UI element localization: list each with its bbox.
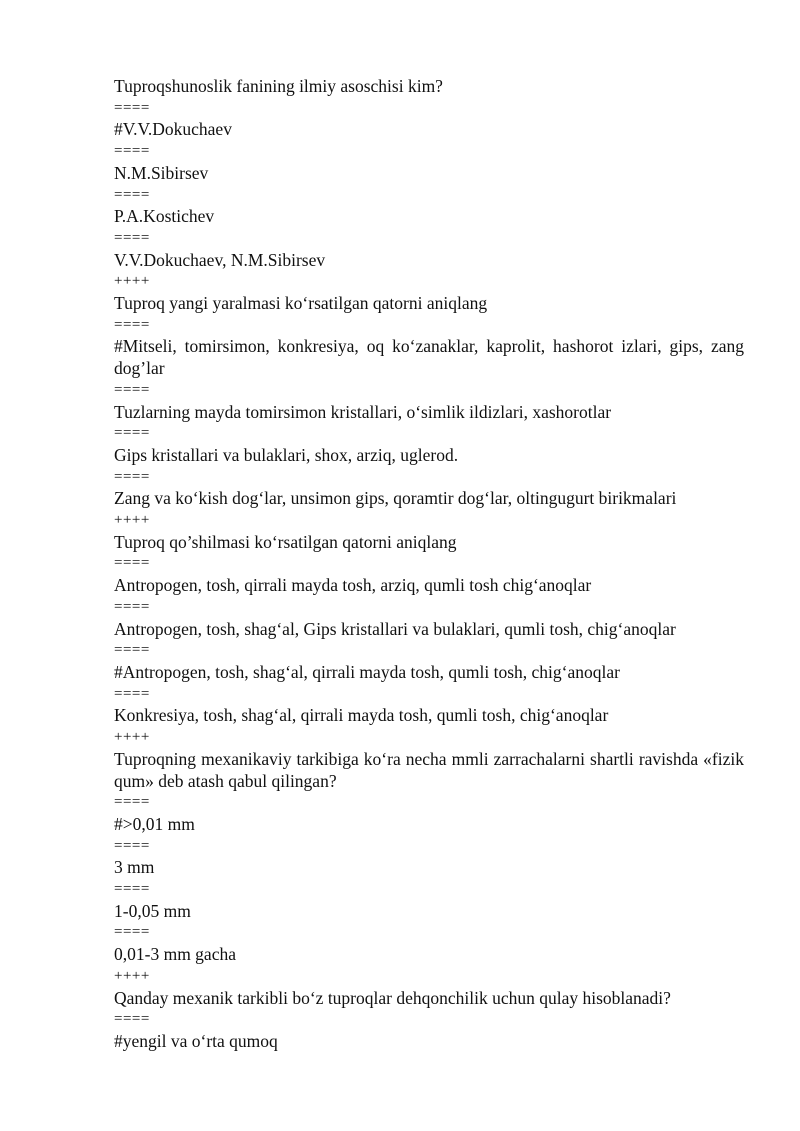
question-separator: ++++ bbox=[114, 273, 150, 290]
answer-option: #V.V.Dokuchaev bbox=[114, 119, 232, 140]
separator: ==== bbox=[114, 1011, 150, 1028]
answer-option: #>0,01 mm bbox=[114, 813, 195, 834]
separator: ==== bbox=[114, 555, 150, 572]
question-separator: ++++ bbox=[114, 967, 150, 984]
separator: ==== bbox=[114, 143, 150, 160]
answer-option: Antropogen, tosh, shag‘al, Gips kristallari va bulaklari, qumli tosh, chig‘anoqlar bbox=[114, 618, 676, 639]
answer-option: #yengil va o‘rta qumoq bbox=[114, 1030, 278, 1051]
separator: ==== bbox=[114, 425, 150, 442]
answer-option: N.M.Sibirsev bbox=[114, 162, 209, 183]
question-text: Tuproq yangi yaralmasi ko‘rsatilgan qatorni aniqlang bbox=[114, 293, 488, 314]
separator: ==== bbox=[114, 381, 150, 398]
answer-option: Gips kristallari va bulaklari, shox, arziq, uglerod. bbox=[114, 444, 459, 465]
separator: ==== bbox=[114, 99, 150, 116]
separator: ==== bbox=[114, 924, 150, 941]
answer-option: Zang va ko‘kish dog‘lar, unsimon gips, qoramtir dog‘lar, oltingugurt birikmalari bbox=[114, 488, 677, 509]
answer-option: Antropogen, tosh, qirrali mayda tosh, arziq, qumli tosh chig‘anoqlar bbox=[114, 575, 592, 596]
document-body bbox=[114, 76, 744, 1053]
question-separator: ++++ bbox=[114, 512, 150, 529]
separator: ==== bbox=[114, 642, 150, 659]
answer-option: 3 mm bbox=[114, 857, 155, 878]
question-text: Tuproqshunoslik fanining ilmiy asoschisi kim? bbox=[114, 76, 443, 96]
question-text: Tuproq qo’shilmasi ko‘rsatilgan qatorni aniqlang bbox=[114, 531, 457, 552]
question-text: Tuproqning mexanikaviy tarkibiga ko‘ra necha mmli zarrachalarni shartli ravishda «fizik qum» deb atash qabul qilingan? bbox=[114, 748, 744, 791]
question-separator: ++++ bbox=[114, 729, 150, 746]
question-text: Qanday mexanik tarkibli bo‘z tuproqlar dehqonchilik uchun qulay hisoblanadi? bbox=[114, 987, 671, 1008]
answer-option: P.A.Kostichev bbox=[114, 206, 215, 227]
separator: ==== bbox=[114, 186, 150, 203]
answer-option: #Mitseli, tomirsimon, konkresiya, oq ko‘zanaklar, kaprolit, hashorot izlari, gips, zang dog’lar bbox=[114, 336, 744, 379]
answer-option: V.V.Dokuchaev, N.M.Sibirsev bbox=[114, 249, 326, 270]
separator: ==== bbox=[114, 468, 150, 485]
answer-option: #Antropogen, tosh, shag‘al, qirrali mayda tosh, qumli tosh, chig‘anoqlar bbox=[114, 661, 620, 682]
separator: ==== bbox=[114, 881, 150, 898]
separator: ==== bbox=[114, 837, 150, 854]
separator: ==== bbox=[114, 794, 150, 811]
separator: ==== bbox=[114, 316, 150, 333]
answer-option: 1-0,05 mm bbox=[114, 900, 191, 921]
separator: ==== bbox=[114, 598, 150, 615]
separator: ==== bbox=[114, 685, 150, 702]
answer-option: Konkresiya, tosh, shag‘al, qirrali mayda tosh, qumli tosh, chig‘anoqlar bbox=[114, 705, 609, 726]
separator: ==== bbox=[114, 229, 150, 246]
answer-option: Tuzlarning mayda tomirsimon kristallari, o‘simlik ildizlari, xashorotlar bbox=[114, 401, 612, 422]
answer-option: 0,01-3 mm gacha bbox=[114, 944, 236, 965]
